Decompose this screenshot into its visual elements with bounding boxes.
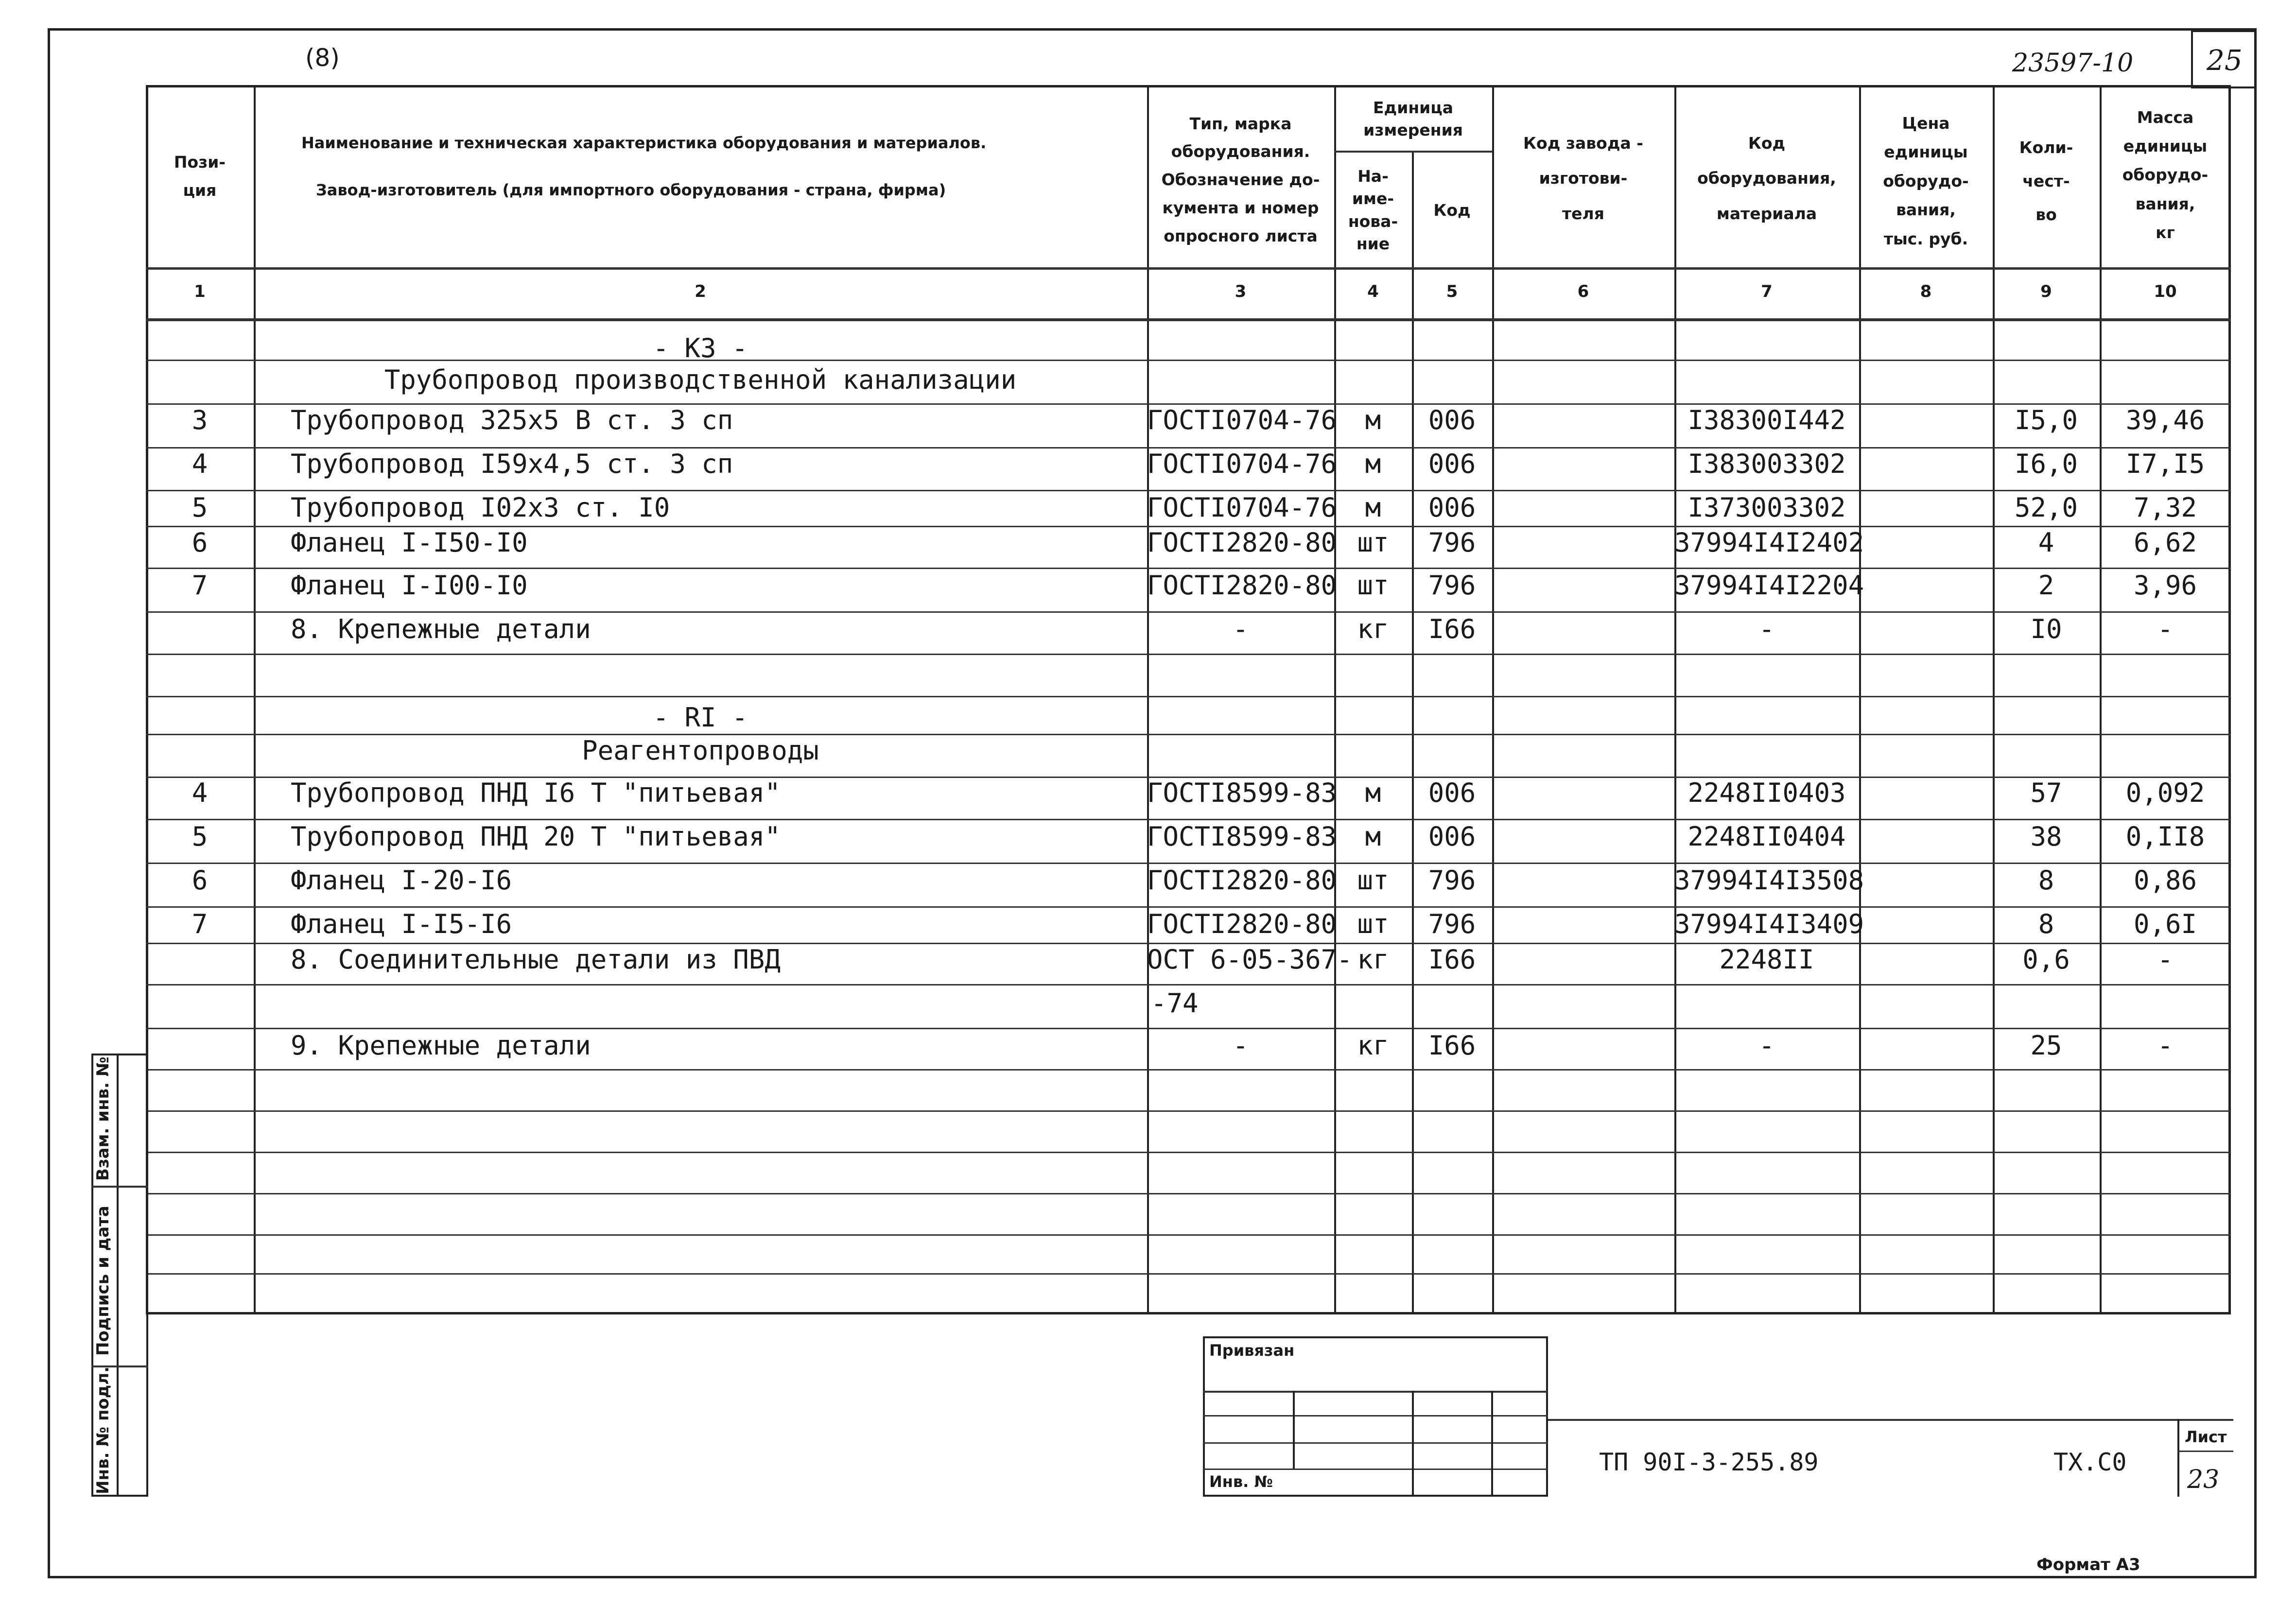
row-name: Фланец I-I50-I0	[291, 527, 528, 558]
row-unit: шт	[1357, 527, 1389, 558]
row-material-code: -	[1758, 614, 1775, 644]
row-mass: -	[2157, 614, 2174, 644]
row-separator	[146, 654, 2231, 655]
header-qty: Коли- чест- во	[2019, 138, 2073, 225]
row-unit: м	[1365, 492, 1381, 523]
row-mass: -	[2157, 944, 2174, 975]
row-qty: 4	[2038, 527, 2054, 558]
row-material-code: 2248II0404	[1687, 821, 1846, 852]
row-mass: 7,32	[2133, 492, 2197, 523]
row-unit-code: I66	[1428, 1030, 1476, 1061]
row-position: 4	[191, 778, 208, 808]
row-mass: 6,62	[2133, 527, 2197, 558]
header-position: Пози- ция	[174, 152, 226, 200]
row-separator	[146, 819, 2231, 820]
row-position: 4	[191, 449, 208, 479]
row-unit-code: 006	[1428, 449, 1476, 479]
row-material-code: I373003302	[1687, 492, 1846, 523]
row-mass: I7,I5	[2125, 449, 2205, 479]
row-position: 7	[191, 570, 208, 601]
doc-code: ТП 90I-3-255.89	[1599, 1448, 1819, 1476]
row-separator	[146, 1028, 2231, 1029]
row-position: 6	[191, 527, 208, 558]
sheet-label: Лист	[2185, 1428, 2227, 1446]
row-material-code: 2248II0403	[1687, 778, 1846, 808]
row-position: 5	[191, 492, 208, 523]
colnum-1: 1	[194, 282, 206, 301]
row-unit: м	[1365, 449, 1381, 479]
colnum-4: 4	[1367, 282, 1379, 301]
row-doc: -	[1233, 1030, 1249, 1061]
row-mass: 39,46	[2125, 405, 2205, 435]
row-separator	[146, 611, 2231, 613]
row-unit: м	[1365, 821, 1381, 852]
doc-mark: ТХ.С0	[2053, 1448, 2127, 1476]
row-name: Фланец I-I00-I0	[291, 570, 528, 601]
page-corner-number: 25	[2207, 44, 2243, 77]
row-qty: 38	[2030, 821, 2062, 852]
row-position: 3	[191, 405, 208, 435]
colnum-5: 5	[1446, 282, 1458, 301]
row-doc: ГОСТI2820-80	[1147, 570, 1337, 601]
row-mass: 3,96	[2133, 570, 2197, 601]
sheet-number: 23	[2187, 1465, 2220, 1494]
row-qty: I6,0	[2014, 449, 2078, 479]
section-k3-title: Трубопровод производственной канализации	[384, 364, 1017, 395]
row-qty: 8	[2038, 909, 2054, 939]
row-qty: 0,6	[2022, 944, 2070, 975]
colnum-2: 2	[695, 282, 706, 301]
row-qty: 8	[2038, 865, 2054, 896]
header-mass: Масса единицы оборудо- вания, кг	[2122, 107, 2209, 242]
row-unit-code: 796	[1428, 909, 1476, 939]
row-separator	[146, 696, 2231, 697]
row-separator	[146, 1234, 2231, 1236]
format-label: Формат А3	[2036, 1555, 2140, 1574]
row-material-code: 37994I4I2204	[1674, 570, 1864, 601]
row-qty: I0	[2030, 614, 2062, 644]
row-unit-code: I66	[1428, 614, 1476, 644]
row-unit: шт	[1357, 570, 1389, 601]
header-name-line2: Завод-изготовитель (для импортного оборудования - страна, фирма)	[316, 181, 946, 199]
row-qty: 52,0	[2014, 492, 2078, 523]
row-qty: 2	[2038, 570, 2054, 601]
row-doc: ГОСТI0704-76	[1147, 405, 1337, 435]
header-unit-group: Единица измерения	[1363, 98, 1463, 139]
section-k3-code: - К3 -	[653, 333, 748, 363]
row-unit-code: 796	[1428, 865, 1476, 896]
row-mass: 0,092	[2125, 778, 2205, 808]
row-separator	[146, 1110, 2231, 1112]
row-qty: 57	[2030, 778, 2062, 808]
row-name: Фланец I-20-I6	[291, 865, 512, 896]
row-position: 6	[191, 865, 208, 896]
row-separator	[146, 1273, 2231, 1275]
row-name: 9. Крепежные детали	[291, 1030, 591, 1061]
row-separator	[146, 568, 2231, 569]
row-mass: -	[2157, 1030, 2174, 1061]
bound-label: Привязан	[1209, 1341, 1295, 1360]
row-material-code: I383003302	[1687, 449, 1846, 479]
row-doc: -	[1233, 614, 1249, 644]
row-doc: ГОСТI2820-80	[1147, 865, 1337, 896]
row-separator	[146, 906, 2231, 908]
row-unit-code: 796	[1428, 527, 1476, 558]
row-unit-code: I66	[1428, 944, 1476, 975]
colnum-6: 6	[1577, 282, 1589, 301]
row-doc: ГОСТI8599-83	[1147, 821, 1337, 852]
row-unit: м	[1365, 778, 1381, 808]
row-qty: 25	[2030, 1030, 2062, 1061]
row-unit-code: 006	[1428, 405, 1476, 435]
section-ri-title: Реагентопроводы	[582, 735, 819, 766]
section-ri-code: - RI -	[653, 702, 748, 733]
row-qty: I5,0	[2014, 405, 2078, 435]
row-mass: 0,86	[2133, 865, 2197, 896]
row-unit: шт	[1357, 865, 1389, 896]
side-podpis-label: Подпись и дата	[93, 1206, 113, 1356]
side-vzam-label: Взам. инв. №	[93, 1056, 113, 1181]
row-doc: ГОСТI2820-80	[1147, 527, 1337, 558]
row-mass: 0,6I	[2133, 909, 2197, 939]
row-doc: ОСТ 6-05-367-	[1147, 944, 1353, 975]
row-mass: 0,II8	[2125, 821, 2205, 852]
inv-label: Инв. №	[1209, 1472, 1273, 1491]
row-separator	[146, 984, 2231, 985]
row-unit: кг	[1357, 614, 1389, 644]
row-doc: ГОСТI0704-76	[1147, 449, 1337, 479]
doc-number-handwritten: 23597-10	[2012, 49, 2134, 78]
row-separator	[146, 490, 2231, 491]
row-unit-code: 006	[1428, 492, 1476, 523]
row-separator	[146, 1069, 2231, 1071]
row-unit-code: 006	[1428, 778, 1476, 808]
row-separator	[146, 1193, 2231, 1194]
row-name: Трубопровод 325х5 В ст. 3 сп	[291, 405, 733, 435]
row-doc: ГОСТI8599-83	[1147, 778, 1337, 808]
top-label: (8)	[305, 44, 340, 72]
header-price: Цена единицы оборудо- вания, тыс. руб.	[1883, 114, 1969, 248]
row-doc: ГОСТI0704-76	[1147, 492, 1337, 523]
header-type: Тип, марка оборудования. Обозначение до- кумента и номер опросного листа	[1161, 114, 1320, 245]
row-name: Трубопровод I02х3 ст. I0	[291, 492, 670, 523]
side-inv-podl-label: Инв. № подл.	[93, 1366, 113, 1494]
row-doc-cont: -74	[1151, 988, 1199, 1019]
colnum-7: 7	[1761, 282, 1773, 301]
row-position: 7	[191, 909, 208, 939]
row-separator	[146, 863, 2231, 864]
row-position: 5	[191, 821, 208, 852]
header-unit-name: На- име- нова- ние	[1348, 167, 1398, 253]
row-material-code: 37994I4I3409	[1674, 909, 1864, 939]
row-material-code: -	[1758, 1030, 1775, 1061]
row-unit-code: 006	[1428, 821, 1476, 852]
header-name-line1: Наименование и техническая характеристика оборудования и материалов.	[301, 134, 987, 152]
row-unit: кг	[1357, 944, 1389, 975]
row-material-code: 37994I4I2402	[1674, 527, 1864, 558]
colnum-10: 10	[2154, 282, 2177, 301]
colnum-9: 9	[2040, 282, 2052, 301]
row-name: Трубопровод ПНД 20 Т "питьевая"	[291, 821, 781, 852]
row-material-code: 2248II	[1719, 944, 1814, 975]
row-name: Фланец I-I5-I6	[291, 909, 512, 939]
header-maker-code: Код завода - изготови- теля	[1523, 133, 1643, 223]
row-separator	[146, 1152, 2231, 1153]
row-unit: кг	[1357, 1030, 1389, 1061]
row-doc: ГОСТI2820-80	[1147, 909, 1337, 939]
row-name: 8. Крепежные детали	[291, 614, 591, 644]
row-unit: м	[1365, 405, 1381, 435]
header-unit-code: Код	[1433, 200, 1471, 220]
row-unit-code: 796	[1428, 570, 1476, 601]
row-material-code: I38300I442	[1687, 405, 1846, 435]
row-material-code: 37994I4I3508	[1674, 865, 1864, 896]
row-unit: шт	[1357, 909, 1389, 939]
colnum-3: 3	[1235, 282, 1247, 301]
header-material-code: Код оборудования, материала	[1697, 133, 1836, 223]
colnum-8: 8	[1920, 282, 1932, 301]
row-name: 8. Соединительные детали из ПВД	[291, 944, 781, 975]
row-separator	[146, 734, 2231, 735]
row-name: Трубопровод I59х4,5 ст. 3 сп	[291, 449, 733, 479]
row-name: Трубопровод ПНД I6 Т "питьевая"	[291, 778, 781, 808]
